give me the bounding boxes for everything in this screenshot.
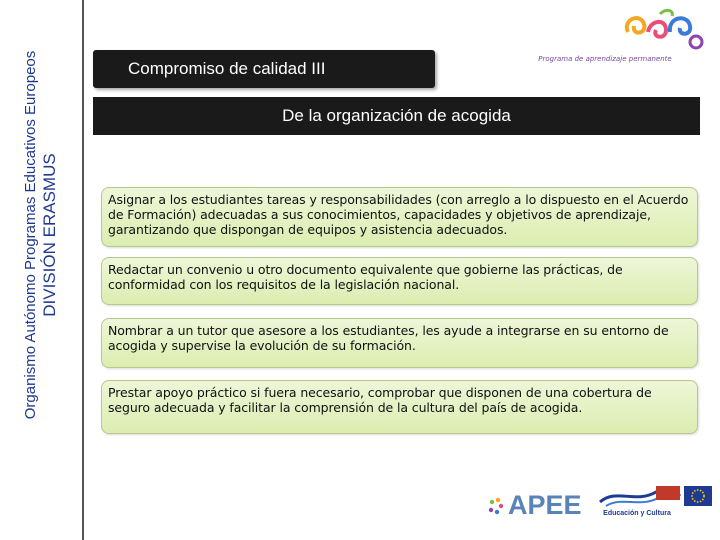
commitment-item: Prestar apoyo práctico si fuera necesario, comprobar que disponen de una cobertura de seguro adecuada y facilitar la comprensión de la cultura del país de acogida. (101, 380, 698, 434)
sidebar-line-1: Organismo Autónomo Programas Educativos Europeos (22, 50, 39, 420)
lifelong-learning-logo (510, 2, 710, 80)
eu-logo-caption: Educación y Cultura (603, 510, 671, 517)
sidebar (0, 0, 84, 540)
logo-caption: Programa de aprendizaje permanente (538, 55, 672, 63)
sidebar-line-2: DIVISIÓN ERASMUS (40, 153, 59, 317)
sidebar-organization-label (22, 51, 60, 420)
eu-education-culture-logo (596, 478, 714, 533)
commitment-item: Asignar a los estudiantes tareas y responsabilidades (con arreglo a lo dispuesto en el Acuerdo de Formación) adecuadas a sus conocimientos, capacidades y objetivos de aprendizaje, garantizando que dispongan de equipos y asistencia adecuados. (101, 187, 698, 247)
subtitle-banner (93, 97, 700, 135)
commitment-item: Redactar un convenio u otro documento equivalente que gobierne las prácticas, de conformidad con los requisitos de la legislación nacional. (101, 257, 698, 305)
apee-logo-text: APEE (508, 490, 582, 520)
page-subtitle: De la organización de acogida (282, 106, 511, 125)
commitment-item: Nombrar a un tutor que asesore a los estudiantes, les ayude a integrarse en su entorno de acogida y supervise la evolución de su formación. (101, 318, 698, 368)
title-banner (93, 50, 435, 88)
page-title: Compromiso de calidad III (128, 59, 326, 78)
